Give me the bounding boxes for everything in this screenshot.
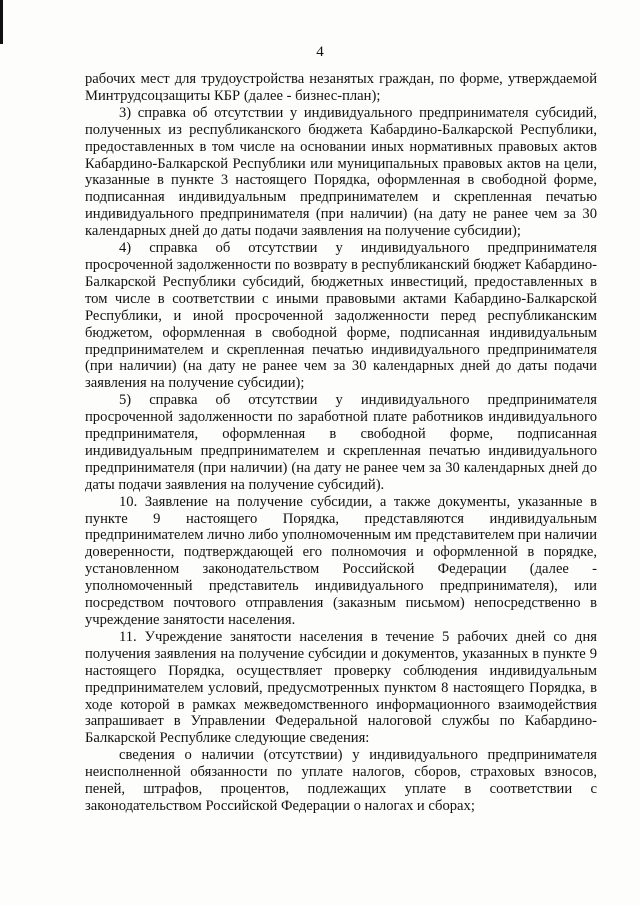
paragraph-item-3: 3) справка об отсутствии у индивидуального предпринимателя субсидий, полученных из республиканского бюджета Кабардино-Балкарской Республики, предоставленных в том числе на основании иных нормативных правовых актов Кабардино-Балкарской Республики или муниципальных правовых актов на цели, указанные в пункте 3 настоящего Порядка, оформленная в свободной форме, подписанная индивидуальным предпринимателем и скрепленная печатью индивидуального предпринимателя (при наличии) (на дату не ранее чем за 30 календарных дней до даты подачи заявления на получение субсидии);	[85, 104, 597, 240]
page-number: 4	[316, 44, 324, 60]
paragraph-clause-11: 11. Учреждение занятости населения в течение 5 рабочих дней со дня получения заявления на получение субсидии и документов, указанных в пункте 9 настоящего Порядка, осуществляет проверку соблюдения индивидуальным предпринимателем условий, предусмотренных пунктом 8 настоящего Порядка, в ходе которой в рамках межведомственного информационного взаимодействия запрашивает в Управлении Федеральной налоговой службы по Кабардино-Балкарской Республике следующие сведения:	[85, 628, 597, 747]
document-body	[85, 71, 597, 815]
paragraph-item-5: 5) справка об отсутствии у индивидуального предпринимателя просроченной задолженности по заработной плате работников индивидуального предпринимателя, оформленная в свободной форме, подписанная индивидуальным предпринимателем и скрепленная печатью индивидуального предпринимателя (при наличии) (на дату не ранее чем за 30 календарных дней до даты подачи заявления на получение субсидий).	[85, 392, 597, 493]
paragraph-item-4: 4) справка об отсутствии у индивидуального предпринимателя просроченной задолженности по возврату в республиканский бюджет Кабардино-Балкарской Республики субсидий, бюджетных инвестиций, предоставленных в том числе в соответствии с иными правовыми актами Кабардино-Балкарской Республики, и иной просроченной задолженности перед республиканским бюджетом, оформленная в свободной форме, подписанная индивидуальным предпринимателем и скрепленная печатью индивидуального предпринимателя (при наличии) (на дату не ранее чем за 30 календарных дней до даты подачи заявления на получение субсидии);	[85, 240, 597, 392]
paragraph-continuation: рабочих мест для трудоустройства незанятых граждан, по форме, утверждаемой Минтрудсоцзащиты КБР (далее - бизнес-план);	[85, 71, 597, 104]
paragraph-clause-10: 10. Заявление на получение субсидии, а также документы, указанные в пункте 9 настоящего Порядка, представляются индивидуальным предпринимателем лично либо уполномоченным им представителем при наличии доверенности, подтверждающей его полномочия и оформленной в порядке, установленном законодательством Российской Федерации (далее - уполномоченный представитель индивидуального предпринимателя), или посредством почтового отправления (заказным письмом) непосредственно в учреждение занятости населения.	[85, 493, 597, 628]
paragraph-tax-info: сведения о наличии (отсутствии) у индивидуального предпринимателя неисполненной обязанности по уплате налогов, сборов, страховых взносов, пеней, штрафов, процентов, подлежащих уплате в соответствии с законодательством Российской Федерации о налогах и сборах;	[85, 747, 597, 814]
scan-edge-mark	[0, 0, 3, 44]
